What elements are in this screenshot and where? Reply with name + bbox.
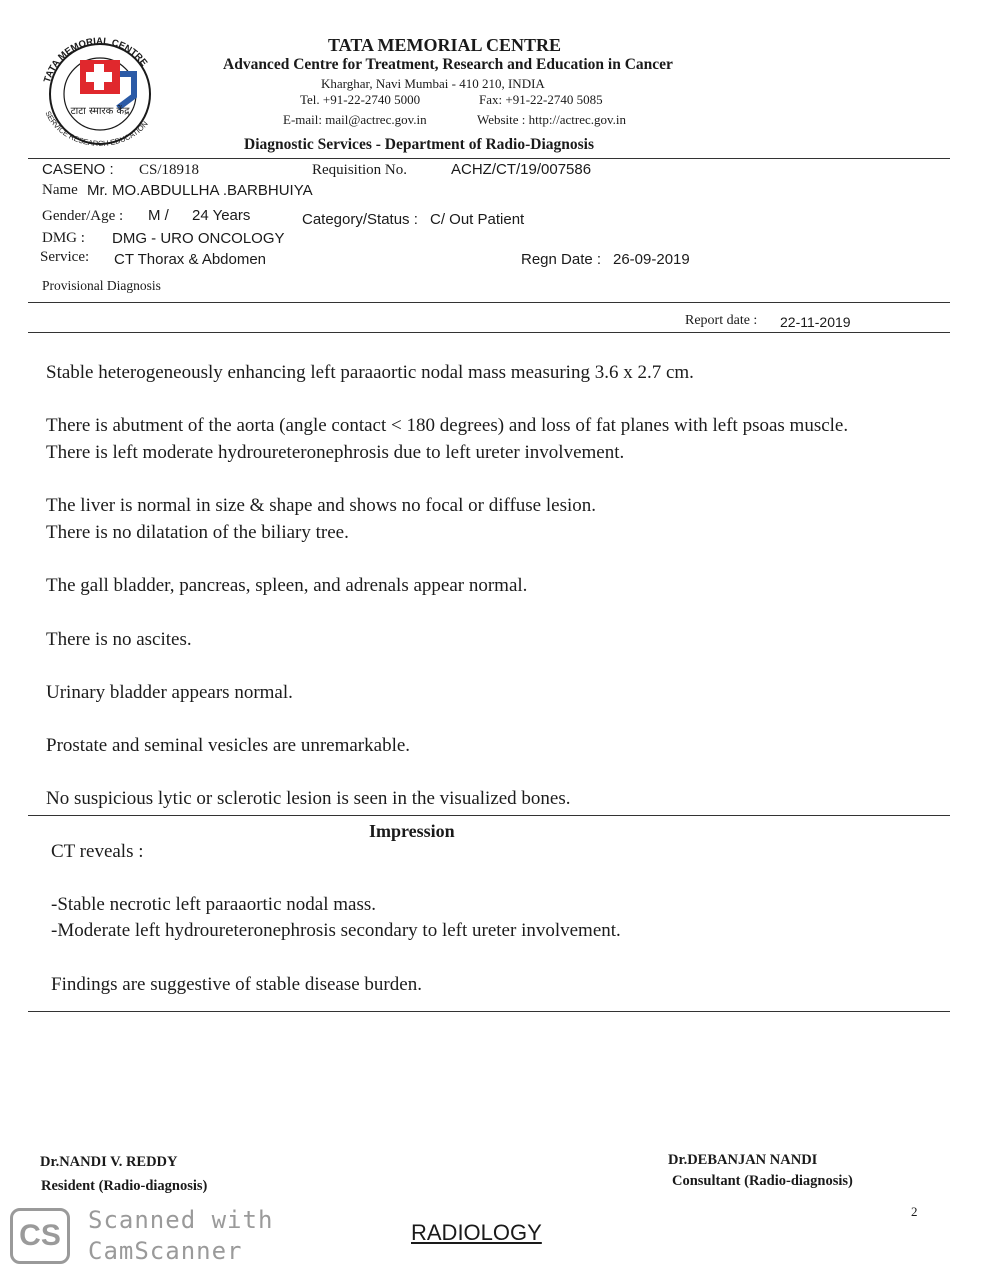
institution-tel: Tel. +91-22-2740 5000 [300,92,421,107]
finding-line: There is abutment of the aorta (angle contact < 180 degrees) and loss of fat planes with left psoas muscle. [46,415,849,436]
logo-hindi-text: टाटा स्मारक केंद्र [70,106,130,117]
requisition-label: Requisition No. [312,162,408,178]
finding-line: There is left moderate hydroureteronephrosis due to left ureter involvement. [46,442,625,463]
consultant-title: Consultant (Radio-diagnosis) [672,1173,853,1189]
camscanner-line2: CamScanner [88,1237,243,1265]
finding-line: Prostate and seminal vesicles are unremarkable. [46,735,411,756]
logo-blue-arrow [118,74,134,108]
report-date-value: 22-11-2019 [780,314,851,330]
dmg-value: DMG - URO ONCOLOGY [112,230,285,247]
tmc-logo [34,34,164,146]
report-date-divider [28,332,950,333]
logo-ring-bottom-text: SERVICE RESEARCH EDUCATION [43,109,150,146]
service-value: CT Thorax & Abdomen [114,251,267,268]
impression-heading: Impression [369,821,455,841]
header-divider [28,158,950,159]
caseno-label: CASENO : [42,161,114,178]
institution-fax: Fax: +91-22-2740 5085 [479,92,603,107]
footer-radiology-label: RADIOLOGY [411,1220,542,1245]
impression-point: -Stable necrotic left paraaortic nodal mass. [51,894,376,915]
patient-divider [28,302,950,303]
institution-website: Website : http://actrec.gov.in [477,112,627,127]
finding-line: Urinary bladder appears normal. [46,682,293,703]
finding-line: There is no ascites. [46,629,192,650]
category-label: Category/Status : [302,211,418,228]
resident-title: Resident (Radio-diagnosis) [41,1178,208,1194]
category-value: C/ Out Patient [430,211,525,228]
regn-date-value: 26-09-2019 [613,251,690,268]
institution-email: E-mail: mail@actrec.gov.in [283,112,427,127]
dmg-label: DMG : [42,230,85,246]
finding-line: The liver is normal in size & shape and shows no focal or diffuse lesion. [46,495,596,516]
regn-date-label: Regn Date : [521,251,602,268]
tmc-logo-emblem [34,34,164,146]
impression-point: -Moderate left hydroureteronephrosis secondary to left ureter involvement. [51,920,621,941]
patient-name: Mr. MO.ABDULLHA .BARBHUIYA [87,182,313,199]
service-label: Service: [40,249,90,265]
finding-line: Stable heterogeneously enhancing left paraaortic nodal mass measuring 3.6 x 2.7 cm. [46,362,694,383]
impression-intro: CT reveals : [51,841,144,862]
report-date-label: Report date : [685,313,758,328]
requisition-value: ACHZ/CT/19/007586 [451,161,592,178]
impression-divider [28,815,950,816]
finding-line: There is no dilatation of the biliary tree. [46,522,349,543]
consultant-name: Dr.DEBANJAN NANDI [668,1152,818,1168]
gender-value: M / [148,207,169,224]
resident-name: Dr.NANDI V. REDDY [40,1154,178,1170]
camscanner-logo-text: CS [19,1219,61,1252]
name-label: Name [42,182,78,198]
gender-age-label: Gender/Age : [42,208,124,224]
institution-address: Kharghar, Navi Mumbai - 410 210, INDIA [321,76,545,91]
finding-line: The gall bladder, pancreas, spleen, and adrenals appear normal. [46,575,528,596]
camscanner-logo [10,1208,70,1264]
provisional-diagnosis-label: Provisional Diagnosis [42,278,161,293]
caseno-value: CS/18918 [139,162,200,178]
finding-line: No suspicious lytic or sclerotic lesion is seen in the visualized bones. [46,788,571,809]
page-number: 2 [911,1204,918,1219]
camscanner-watermark [10,1206,274,1270]
impression-conclusion: Findings are suggestive of stable disease burden. [51,974,422,995]
logo-ring-top-text: TATA MEMORIAL CENTRE [41,35,150,84]
age-value: 24 Years [192,207,251,224]
institution-title: TATA MEMORIAL CENTRE [328,35,562,55]
impression-end-divider [28,1011,950,1012]
department-title: Diagnostic Services - Department of Radio-Diagnosis [244,136,595,153]
camscanner-line1: Scanned with [88,1206,274,1234]
institution-subtitle: Advanced Centre for Treatment, Research and Education in Cancer [223,56,673,73]
